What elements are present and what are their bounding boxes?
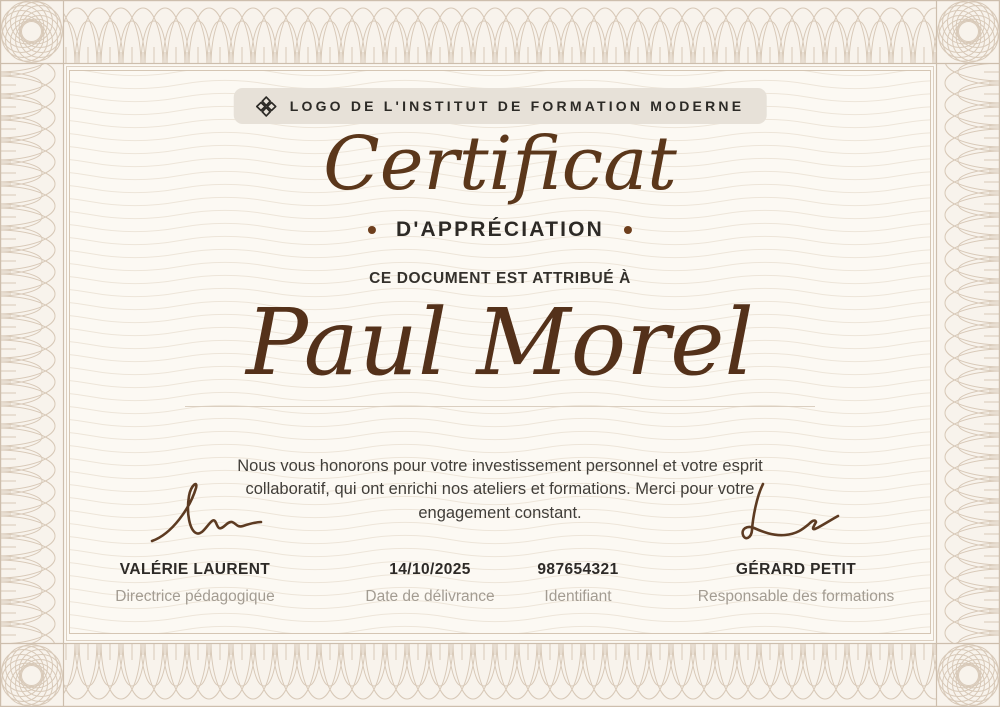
signatory-block-right [698, 561, 894, 606]
signature-gerard-petit [732, 477, 850, 551]
bullet-icon [368, 226, 376, 234]
bullet-icon [624, 226, 632, 234]
certificate-subtitle-row [368, 218, 632, 242]
identifier-label: Identifiant [544, 588, 612, 605]
issue-date-block [365, 561, 494, 606]
signatory-role: Directrice pédagogique [115, 588, 275, 605]
identifier-value: 987654321 [537, 561, 619, 578]
identifier-block [537, 561, 618, 606]
certificate-title: Certificat [323, 121, 677, 207]
certificate-subtitle: D'APPRÉCIATION [395, 218, 605, 241]
logo-badge-label: LOGO DE L'INSTITUT DE FORMATION MODERNE [289, 98, 745, 114]
diamond-cluster-icon [256, 96, 277, 117]
signatory-block-left [115, 561, 274, 606]
issue-date-label: Date de délivrance [365, 588, 495, 605]
logo-badge [234, 88, 767, 124]
divider-line [185, 406, 815, 407]
appreciation-message: Nous vous honorons pour votre investissement personnel et votre esprit collaboratif, qui ont enrichi nos ateliers et formations. Merci pour votre engagement constant. [237, 456, 763, 523]
signatory-name: VALÉRIE LAURENT [119, 561, 271, 578]
recipient-name: Paul Morel [246, 289, 754, 396]
attribution-lead-in: CE DOCUMENT EST ATTRIBUÉ À [369, 270, 631, 287]
issue-date-value: 14/10/2025 [389, 561, 471, 578]
signatory-role: Responsable des formations [697, 588, 895, 605]
signatory-name: GÉRARD PETIT [735, 561, 857, 578]
signature-valerie-laurent [146, 477, 268, 551]
